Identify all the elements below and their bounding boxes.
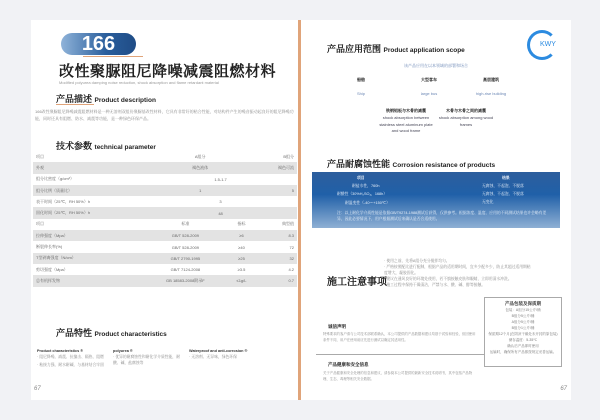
application-name-en: high-rise building [475,91,507,96]
notes-list [384,258,534,288]
table-row [33,264,297,275]
table-cell: 1 [144,185,256,196]
table-row [33,196,297,207]
table-cell: 褐色可流 [256,162,297,173]
table-cell: 48 [144,207,297,218]
characteristic-title: Product characteristics ® [37,349,84,353]
table-cell: ≤1g/L [227,275,257,286]
characteristic-line: · 阻尼降噪、减震、抗撞击、隔热、阻燃 [37,355,104,359]
char-heading [56,326,167,339]
product-title: 改性聚脲阻尼降噪减震阻燃材料 [59,63,277,80]
table-cell: 0.7 [256,275,297,286]
packaging-line: 确认后产品即时使用 [507,344,539,348]
heading-en: Product description [94,97,156,104]
application-name-cn: 铁钢铝板与木骨的减震 [386,108,426,113]
note-item: · 建议在通风良好的环境处使用，若不慎接触皮肤和眼睛，立即用清水冲洗。 [384,277,512,281]
heading-en: Corrosion resistance of products [392,162,496,169]
table-cell: ≥25 [227,253,257,264]
right-page [301,20,571,400]
table-cell: 3 [219,199,222,205]
table-row [33,275,297,286]
packaging-line: B组分5公斤/桶 [511,314,535,318]
table-cell: GB/T 528-2009 [171,244,200,250]
table-cell: 拉伸强度（Mpa） [33,230,144,241]
table-cell: 32 [256,253,297,264]
divider [83,56,143,57]
table-row [33,219,297,230]
heading-en: technical parameter [94,144,156,151]
page-number: 67 [34,386,41,392]
table-cell: 5 [256,185,297,196]
note-item: · 施工过程中保持干燥清洁，严禁与水、酸、碱、醇等接触。 [384,283,486,287]
table-row [33,185,297,196]
table-cell: 项目 [36,153,44,159]
param-table [33,151,297,287]
table-cell: 1.5-1.7 [214,176,227,182]
corrosion-panel [312,172,560,228]
application-name-en: Ship [356,91,365,96]
characteristic-item [37,348,107,370]
product-subtitle: Modified polyurea damping noise reduction, shock absorption and flame retardant material [59,80,219,85]
notes-heading: 施工注意事项 [327,277,387,288]
corrosion-item: 耐酸性（30%H₂SO₄，168h） [337,192,388,196]
corrosion-item: 耐盐水性，760h [352,184,380,188]
table-cell: 4.2 [288,267,294,273]
table-cell: GB/T 528-2009 [144,230,227,241]
note-item: · 严格按照配比进行配制，根据产品的适用期时间，宜多少配多少，防止其超过适用期粘度增大，凝胶固化。 [384,265,531,275]
app-heading [327,42,465,55]
declaration-text: 特殊要求的客户请与公司技术部联系确认，本公司提供的产品数据和建议均基于试验和经验，但因使用条件不同，用户在使用前应先进行测试以确定其适用性。 [323,332,476,342]
table-cell: 标准 [181,221,190,227]
kwy-logo [527,30,557,60]
heading-en: Product application scope [383,47,465,54]
heading-cn: 技术参数 [56,141,93,151]
table-cell: 8.3 [256,230,297,241]
corrosion-result: 无腐蚀、不起泡、不脱落 [482,184,524,188]
characteristic-item [189,348,259,362]
heading-cn: 产品描述 [56,94,93,104]
table-cell: T型剥离强度（N/cm） [33,253,144,264]
heading-cn: 产品耐腐蚀性能 [327,159,391,169]
table-cell: GB/T 2790-1995 [144,253,227,264]
application-name-en: large bus [420,91,438,96]
characteristic-item [113,348,183,368]
application-name-cn: 高层建筑 [483,77,499,82]
left-page [31,20,299,400]
table-cell: 典型值 [282,221,294,227]
table-row [33,207,297,218]
table-cell: 剪切强度（Mpa） [36,266,68,272]
safety-text: 关于产品健康和安全处理的信息和建议，请参阅本公司提供的最新安全技术说明书，其中包括产品物理、生态、毒理等相关安全数据。 [323,371,473,381]
heading-cn: 产品应用范围 [327,44,382,54]
characteristic-title: polyurea ® [113,349,133,353]
application-name-en: shock absorption between stainless steel aluminum plate and wood frame [379,115,433,133]
table-row [33,151,297,162]
table-cell: 组分比密度（g/cm³） [36,176,74,182]
table-cell: ≥6 [227,230,257,241]
table-cell: 项目 [36,221,44,227]
table-cell: 褐色液体 [144,162,256,173]
table-cell: 72 [289,244,294,250]
packaging-line: 运输时，确保所有产品都按规定妥善运输。 [489,350,557,354]
characteristic-line: · 无溶剂、无异味，绿色环保 [189,355,237,359]
packaging-line: B组分1公斤/桶 [511,326,535,330]
application-name-en: shock absorption among wood frames [438,115,494,127]
table-cell: GB 18583-2008附录F [144,275,227,286]
packaging-line: 储存温度：5-35℃ [508,338,538,342]
application-name-cn: 大型客车 [421,77,437,82]
table-cell: 外观 [33,162,144,173]
table-cell: 固化时间（25℃，RH 50%）h [33,207,144,218]
table-row [33,230,297,241]
packaging-heading: 产品包装及保质期 [505,301,541,306]
divider [316,354,484,355]
table-cell: ≥40 [238,244,245,250]
corrosion-item: 耐温变性（-40～+150℃） [345,201,390,205]
packaging-line: 保质期12个月(在阴凉干燥处未开封的原包装) [488,332,558,336]
corrosion-result: 无腐蚀、不起泡、不脱落 [482,192,524,196]
table-cell: 表干时间（25℃，RH 50%）h [36,198,91,204]
corrosion-result: 无变化 [482,200,494,204]
packaging-line: 包装：A组分15公斤/桶 [505,308,541,312]
table-cell: A组分 [194,153,206,159]
characteristic-line: · 优异的耐腐蚀性和耐化学介质性能，耐酸、碱、盐腐蚀等 [113,355,180,365]
table-row [33,253,297,264]
safety-heading: 产品健康和安全信息 [328,362,369,367]
packaging-box [484,297,562,367]
col-result: 结果 [502,176,510,180]
desc-text: 166改性聚脲阻尼降噪减震阻燃材料是一种无溶剂双组份聚脲基改性材料，它具有非常好的粘合性能，对结构件产生的噪音振动起良好的阻尼降噪功能，同时还具有阻燃、防水、减震等功能，是一种绿色环保产品。 [35,109,294,121]
packaging-line: A组分5公斤/桶 [511,320,535,324]
heading-en: Product characteristics [94,331,167,338]
note-item: · 使用之前，先将A组分充分搅拌均匀。 [384,259,450,263]
heading-cn: 产品特性 [56,328,93,338]
corrosion-note: 注：以上耐化学介质性能是依据GB/T9274-1988测试后获得，仅供参考。根据浓度、温度、应用的不同测试结果也许会略有差异，因此必要情况下，用户根据测试后来确认是否合适使用。 [337,211,547,221]
application-name-cn: 木骨与木骨之间的减震 [446,108,486,113]
table-row [33,241,297,252]
app-intro: 该产品应用在以本领域的部署和场合 [404,63,468,68]
characteristic-line: · 粘接力强、耐水耐碱、与基材结合牢固 [37,363,104,367]
table-cell: 总有机挥发物 [33,275,144,286]
table-cell: 断裂伸长率(%) [36,244,63,250]
page-number: 67 [560,386,567,392]
product-number-badge: 166 [61,33,136,55]
declaration-heading: 诚信声明 [328,324,346,329]
table-cell: GB/T 7124-2008 [170,267,201,273]
divider [56,104,94,105]
application-name-cn: 船舶 [357,77,365,82]
logo-text: KWY [540,41,556,48]
table-row [33,174,297,185]
col-item: 项目 [357,176,365,180]
table-cell: 组分比例（质量比） [33,185,144,196]
corrosion-heading [327,157,495,170]
table-cell: B组分 [283,153,294,159]
table-row [33,162,297,173]
table-cell: 指标 [237,221,246,227]
table-cell: ≥3.5 [237,267,246,273]
characteristic-title: Waterproof and anti-corrosion ® [189,349,248,353]
